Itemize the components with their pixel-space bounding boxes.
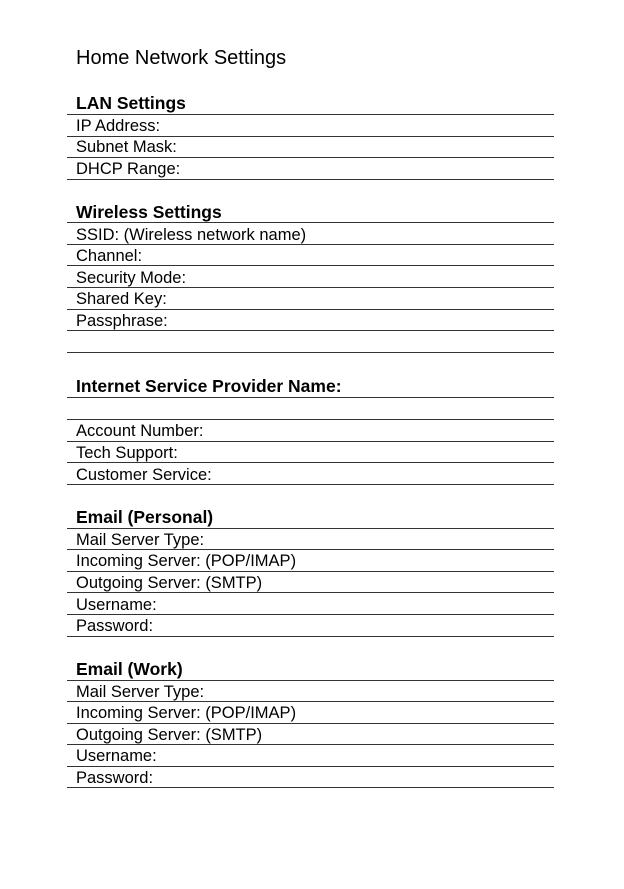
field-label-outgoing-server: Outgoing Server: (SMTP) [76,574,263,592]
form-rule [67,265,554,266]
field-label-password: Password: [76,617,154,635]
section-heading-email-personal: Email (Personal) [76,507,214,527]
field-label-dhcp-range: DHCP Range: [76,160,181,178]
page-title: Home Network Settings [76,47,287,69]
field-label-passphrase: Passphrase: [76,312,168,330]
field-label-password: Password: [76,769,154,787]
form-rule [67,614,554,615]
field-label-subnet-mask: Subnet Mask: [76,138,177,156]
form-rule [67,462,554,463]
form-rule [67,309,554,310]
form-rule [67,766,554,767]
form-rule [67,571,554,572]
form-rule [67,528,554,529]
form-rule [67,330,554,331]
form-rule [67,549,554,550]
field-label-ssid: SSID: (Wireless network name) [76,226,307,244]
form-rule [67,592,554,593]
field-label-incoming-server: Incoming Server: (POP/IMAP) [76,552,297,570]
form-rule [67,287,554,288]
field-label-tech-support: Tech Support: [76,444,178,462]
form-rule [67,744,554,745]
form-rule [67,701,554,702]
field-label-channel: Channel: [76,247,143,265]
form-rule [67,114,554,115]
field-label-outgoing-server: Outgoing Server: (SMTP) [76,726,263,744]
form-rule [67,157,554,158]
section-heading-lan: LAN Settings [76,93,186,113]
field-label-username: Username: [76,747,157,765]
form-rule [67,787,554,788]
form-rule [67,397,554,398]
field-label-incoming-server: Incoming Server: (POP/IMAP) [76,704,297,722]
section-heading-isp: Internet Service Provider Name: [76,376,342,396]
field-label-username: Username: [76,596,157,614]
form-rule [67,723,554,724]
field-label-account-number: Account Number: [76,422,204,440]
field-label-ip-address: IP Address: [76,117,161,135]
section-heading-wireless: Wireless Settings [76,202,222,222]
form-rule [67,222,554,223]
form-rule [67,419,554,420]
form-rule [67,680,554,681]
form-rule [67,352,554,353]
form-rule [67,441,554,442]
field-label-shared-key: Shared Key: [76,290,167,308]
section-heading-email-work: Email (Work) [76,659,183,679]
form-rule [67,636,554,637]
field-label-mail-server-type: Mail Server Type: [76,683,205,701]
field-label-security-mode: Security Mode: [76,269,187,287]
field-label-mail-server-type: Mail Server Type: [76,531,205,549]
field-label-customer-service: Customer Service: [76,466,212,484]
form-rule [67,244,554,245]
form-rule [67,179,554,180]
form-rule [67,484,554,485]
